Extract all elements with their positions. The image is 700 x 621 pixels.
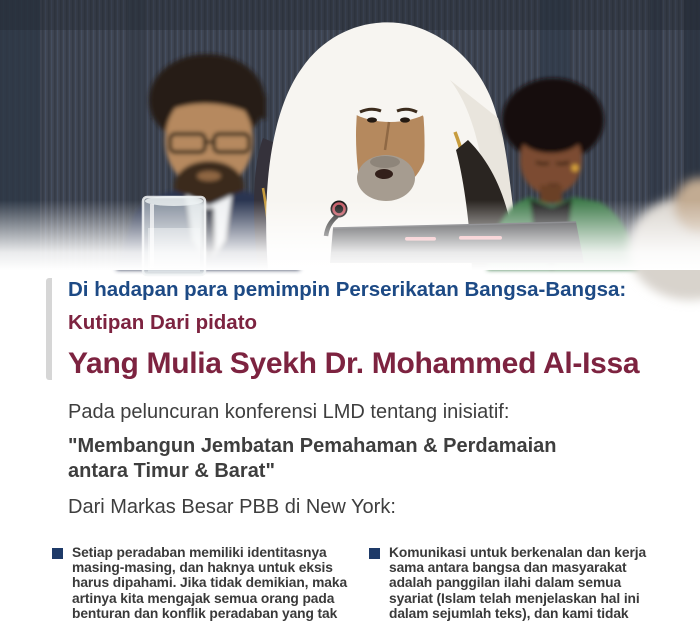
- bullet-1-line-5: benturan dan konflik peradaban yang tak: [72, 605, 338, 621]
- bullet-square-icon: [369, 548, 380, 559]
- quote-bullets: [52, 545, 700, 621]
- initiative-title-line-1: "Membangun Jembatan Pemahaman & Perdamaian: [68, 435, 557, 458]
- bullet-1-line-3: harus dipahami. Jika tidak demikian, maka: [72, 575, 348, 591]
- bullet-2-text: [389, 545, 646, 621]
- card-content: [0, 270, 700, 621]
- event-block: [68, 400, 700, 519]
- quote-header-block: [46, 278, 700, 380]
- bullet-1-line-4: artinya kita mengajak semua orang pada: [72, 590, 335, 606]
- bullet-2-line-3: adalah panggilan ilahi dalam semua: [389, 575, 622, 591]
- speaker-name: Yang Mulia Syekh Dr. Mohammed Al-Issa: [68, 347, 640, 381]
- event-intro: Pada peluncuran konferensi LMD tentang inisiatif:: [68, 401, 510, 424]
- context-line: Di hadapan para pemimpin Perserikatan Bangsa-Bangsa:: [68, 278, 627, 301]
- bullet-1-text: [72, 545, 347, 621]
- bullet-2-line-4: syariat (Islam telah menjelaskan hal ini: [389, 590, 640, 606]
- open-mouth: [375, 169, 393, 179]
- bullet-2-line-2: sama antara bangsa dan masyarakat: [389, 560, 627, 576]
- bullet-square-icon: [52, 548, 63, 559]
- photo-illustration: [0, 0, 700, 270]
- initiative-title-line-2: antara Timur & Barat": [68, 459, 275, 482]
- bullet-1-line-2: masing-masing, dan haknya untuk eksis: [72, 560, 333, 576]
- initiative-title: [68, 434, 700, 483]
- photo-bottom-fade: [0, 200, 700, 270]
- bullet-item-1: [52, 545, 347, 621]
- un-meeting-photo: [0, 0, 700, 270]
- kicker-line: Kutipan Dari pidato: [68, 310, 258, 334]
- bullet-item-2: [369, 545, 646, 621]
- bullet-1-line-1: Setiap peradaban memiliki identitasnya: [72, 544, 327, 560]
- gold-earring: [571, 164, 578, 171]
- bullet-2-line-1: Komunikasi untuk berkenalan dan kerja: [389, 544, 647, 560]
- bullet-2-line-5: dalam sejumlah teks), dan kami tidak: [389, 605, 629, 621]
- event-venue: Dari Markas Besar PBB di New York:: [68, 495, 396, 518]
